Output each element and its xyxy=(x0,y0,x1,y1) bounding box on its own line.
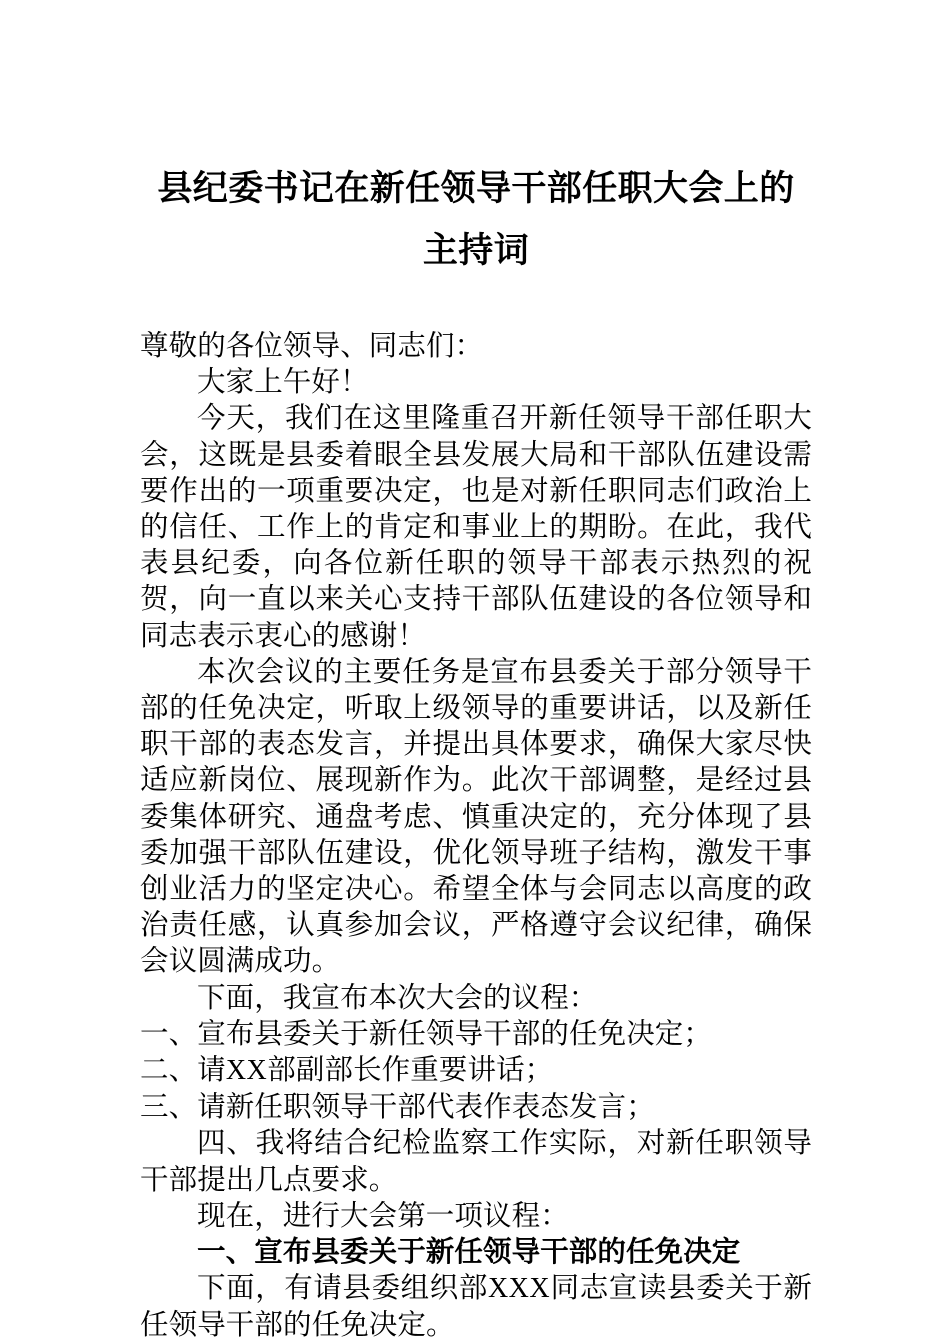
page-title-line-1: 县纪委书记在新任领导干部任职大会上的 xyxy=(157,169,795,208)
paragraph-opening: 今天，我们在这里隆重召开新任领导干部任职大会，这既是县委着眼全县发展大局和干部队伍建设需要作出的一项重要决定，也是对新任职同志们政治上的信任、工作上的肯定和事业上的期盼。在此，我代表县纪委，向各位新任职的领导干部表示热烈的祝贺，向一直以来关心支持干部队伍建设的各位领导和同志表示衷心的感谢！ xyxy=(140,402,812,652)
page-title xyxy=(140,0,812,282)
document-body xyxy=(140,0,812,1344)
agenda-item-2: 二、请XX部副部长作重要讲话； xyxy=(140,1054,554,1087)
paragraph-meeting-tasks: 本次会议的主要任务是宣布县委关于部分领导干部的任免决定，听取上级领导的重要讲话，以及新任职干部的表态发言，并提出具体要求，确保大家尽快适应新岗位、展现新作为。此次干部调整，是经过县委集体研究、通盘考虑、慎重决定的，充分体现了县委加强干部队伍建设，优化领导班子结构，激发干事创业活力的坚定决心。希望全体与会同志以高度的政治责任感，认真参加会议，严格遵守会议纪律，确保会议圆满成功。 xyxy=(140,655,812,978)
page-title-line-2: 主持词 xyxy=(422,231,530,270)
title-body-spacer xyxy=(140,282,812,328)
paragraph-salutation: 尊敬的各位领导、同志们： xyxy=(140,330,484,362)
paragraph-agenda-intro: 下面，我宣布本次大会的议程： xyxy=(197,981,598,1014)
latin-token: XXX xyxy=(487,1273,551,1305)
paragraph-now-first-item: 现在，进行大会第一项议程： xyxy=(197,1199,569,1232)
agenda-item-1: 一、宣布县委关于新任领导干部的任免决定； xyxy=(140,1017,713,1050)
agenda-item-3: 三、请新任职领导干部代表作表态发言； xyxy=(140,1091,655,1124)
paragraph-greeting: 大家上午好！ xyxy=(197,366,369,399)
latin-token: XX xyxy=(225,1055,268,1087)
paragraph-invite-reader: 下面，有请县委组织部XXX同志宣读县委关于新任领导干部的任免决定。 xyxy=(140,1272,812,1342)
agenda-item-4: 四、我将结合纪检监察工作实际，对新任职领导干部提出几点要求。 xyxy=(140,1127,812,1196)
section-heading-1: 一、宣布县委关于新任领导干部的任免决定 xyxy=(197,1236,741,1269)
